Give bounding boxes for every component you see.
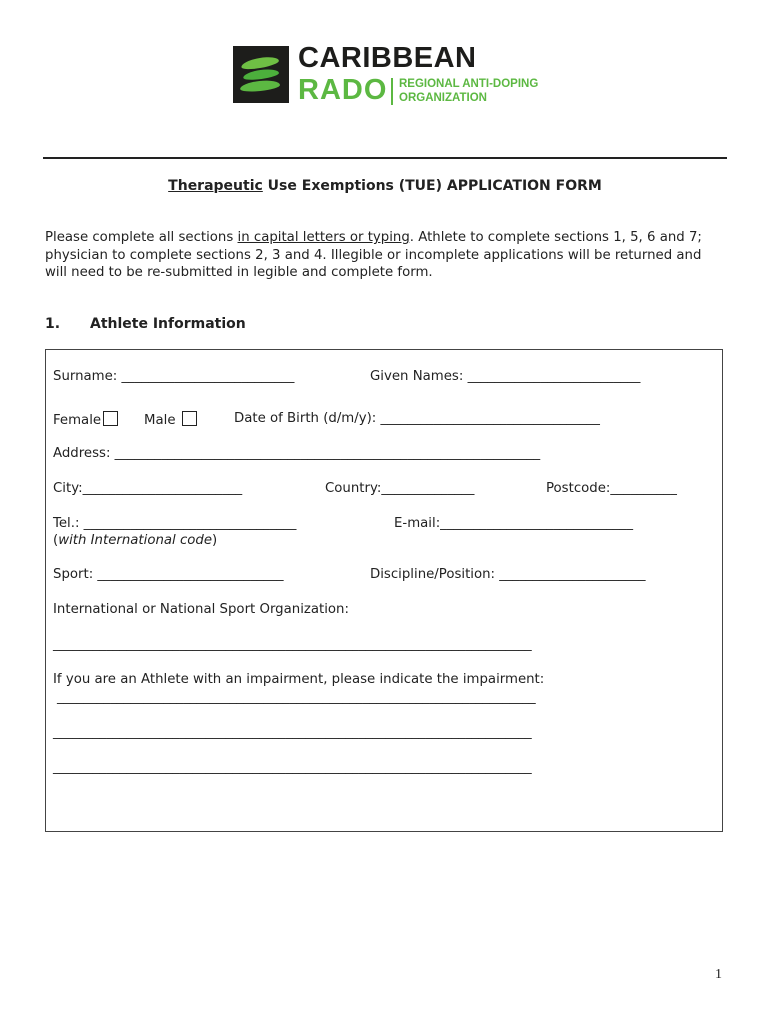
logo-subtitle-line1: REGIONAL ANTI-DOPING <box>399 78 539 90</box>
country-field[interactable]: Country:______________ <box>325 481 475 496</box>
female-label: Female <box>53 413 102 428</box>
discipline-field[interactable]: Discipline/Position: ______________________ <box>370 567 646 582</box>
male-option <box>144 411 197 429</box>
intro-paragraph <box>45 229 715 282</box>
logo-text-caribbean: CARIBBEAN <box>298 42 477 74</box>
tel-field[interactable]: Tel.: ________________________________ <box>53 516 297 531</box>
impairment-label: If you are an Athlete with an impairment, please indicate the impairment: <box>53 672 545 687</box>
title-underlined: Therapeutic <box>168 178 263 194</box>
logo-subtitle-line2: ORGANIZATION <box>399 92 487 104</box>
impairment-line-1[interactable]: ________________________________________________________________________ <box>57 690 536 705</box>
male-checkbox[interactable] <box>182 411 197 426</box>
section-title: Athlete Information <box>90 316 246 332</box>
male-label: Male <box>144 413 176 428</box>
sport-field[interactable]: Sport: ____________________________ <box>53 567 284 582</box>
tel-note-italic: with International code <box>58 533 213 548</box>
intro-part1: Please complete all sections <box>45 230 238 245</box>
impairment-line-3[interactable]: ________________________________________________________________________ <box>53 760 532 775</box>
intro-underlined: in capital letters or typing <box>237 230 410 245</box>
email-field[interactable]: E-mail:_____________________________ <box>394 516 633 531</box>
postcode-field[interactable]: Postcode:__________ <box>546 481 677 496</box>
female-option <box>53 411 118 429</box>
address-field[interactable]: Address: ________________________________________________________________ <box>53 446 541 461</box>
organization-field[interactable]: ________________________________________________________________________ <box>53 637 532 652</box>
form-title <box>0 178 770 194</box>
header-rule <box>43 157 727 159</box>
leaf-icon <box>240 55 279 71</box>
given-names-field[interactable]: Given Names: __________________________ <box>370 369 641 384</box>
female-checkbox[interactable] <box>103 411 118 426</box>
tel-note: (with International code) <box>53 533 218 548</box>
surname-field[interactable]: Surname: __________________________ <box>53 369 295 384</box>
logo-text-rado: RADO <box>298 74 388 106</box>
city-field[interactable]: City:________________________ <box>53 481 243 496</box>
logo-subtitle <box>399 77 538 105</box>
leaf-icon <box>243 68 280 82</box>
section-number: 1. <box>45 316 61 332</box>
impairment-line-2[interactable]: ________________________________________________________________________ <box>53 725 532 740</box>
intro-part2: . Athlete to complete sections 1, 5, 6 and 7; physician to complete sections 2, 3 and 4. Illegible or incomplete applications will be returned and will need to be re-submitted in legible and complete form. <box>45 230 702 280</box>
logo-mark <box>233 46 289 103</box>
logo-divider <box>391 78 393 105</box>
leaf-icon <box>240 79 281 93</box>
organization-label: International or National Sport Organization: <box>53 602 349 617</box>
page-number: 1 <box>715 967 722 982</box>
title-rest: Use Exemptions (TUE) APPLICATION FORM <box>262 178 602 194</box>
dob-field[interactable]: Date of Birth (d/m/y): _________________________________ <box>234 411 600 426</box>
